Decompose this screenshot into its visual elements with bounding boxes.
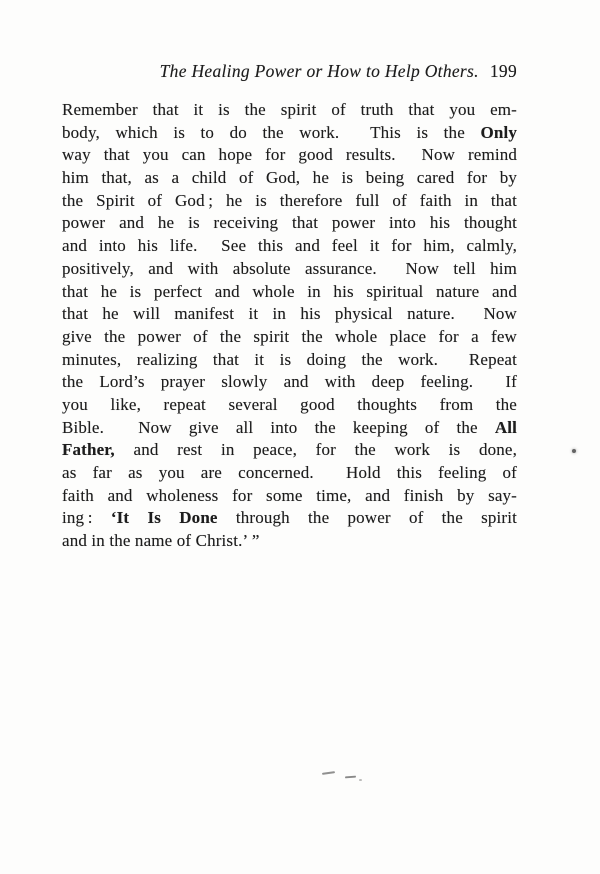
body-text-segment: and into his life. See this and feel it for him, calmly, (62, 236, 517, 256)
body-text-segment: power and he is receiving that power into his thought (62, 213, 517, 233)
body-text-segment: minutes, realizing that it is doing the work. Repeat (62, 349, 517, 369)
body-text-segment: the Spirit of God ; he is therefore full of faith in that (62, 190, 517, 210)
body-line (62, 417, 517, 440)
body-line (62, 99, 517, 122)
body-line (62, 349, 517, 372)
header-title: The Healing Power or How to Help Others. (159, 61, 479, 81)
body-line (62, 507, 517, 530)
body-line (62, 144, 517, 167)
running-header (62, 61, 517, 82)
body-line (62, 258, 517, 281)
body-text-segment: that he will manifest it in his physical nature. Now (62, 304, 517, 324)
body-line (62, 326, 517, 349)
scan-artifact-dash (345, 776, 356, 779)
body-line (62, 212, 517, 235)
body-line (62, 439, 517, 462)
body-text-segment: positively, and with absolute assurance. Now tell him (62, 258, 517, 278)
body-line (62, 530, 517, 553)
body-text-segment: Remember that it is the spirit of truth that you em- (62, 100, 517, 119)
body-text-bold-segment: Only (480, 122, 517, 142)
body-line (62, 122, 517, 145)
page-number: 199 (489, 61, 517, 81)
body-text-segment: you like, repeat several good thoughts from the (62, 394, 517, 414)
scan-artifact-speck (572, 449, 576, 453)
body-text-bold-segment: Father, (62, 440, 115, 460)
body-line (62, 190, 517, 213)
body-line (62, 235, 517, 258)
body-text-segment: way that you can hope for good results. Now remind (62, 145, 517, 165)
body-text-segment: Bible. Now give all into the keeping of the (62, 417, 495, 437)
body-text-segment: that he is perfect and whole in his spiritual nature and (62, 281, 517, 301)
body-text-segment: the Lord’s prayer slowly and with deep feeling. If (62, 372, 517, 392)
scan-artifact-dash (322, 771, 335, 775)
body-text-segment: and rest in peace, for the work is done, (114, 440, 517, 460)
body-line (62, 394, 517, 417)
body-text-segment: and in the name of Christ.’ ” (62, 531, 260, 551)
body-line (62, 485, 517, 508)
body-line (62, 303, 517, 326)
body-line (62, 462, 517, 485)
body-text-segment: as far as you are concerned. Hold this feeling of (62, 463, 517, 482)
body-text (62, 99, 517, 553)
body-text-segment: faith and wholeness for some time, and finish by say- (62, 485, 517, 505)
body-line (62, 371, 517, 394)
body-text-segment: ing : (62, 508, 111, 528)
body-text-segment: him that, as a child of God, he is being cared for by (62, 168, 517, 188)
body-text-segment: through the power of the spirit (217, 508, 517, 528)
body-text-segment: give the power of the spirit the whole place for a few (62, 326, 517, 346)
body-line (62, 167, 517, 190)
body-text-bold-segment: All (494, 417, 517, 437)
body-line (62, 281, 517, 304)
body-text-segment: body, which is to do the work. This is the (62, 122, 481, 142)
scan-artifact-speck (359, 779, 362, 781)
body-text-bold-segment: ‘It Is Done (110, 508, 218, 528)
